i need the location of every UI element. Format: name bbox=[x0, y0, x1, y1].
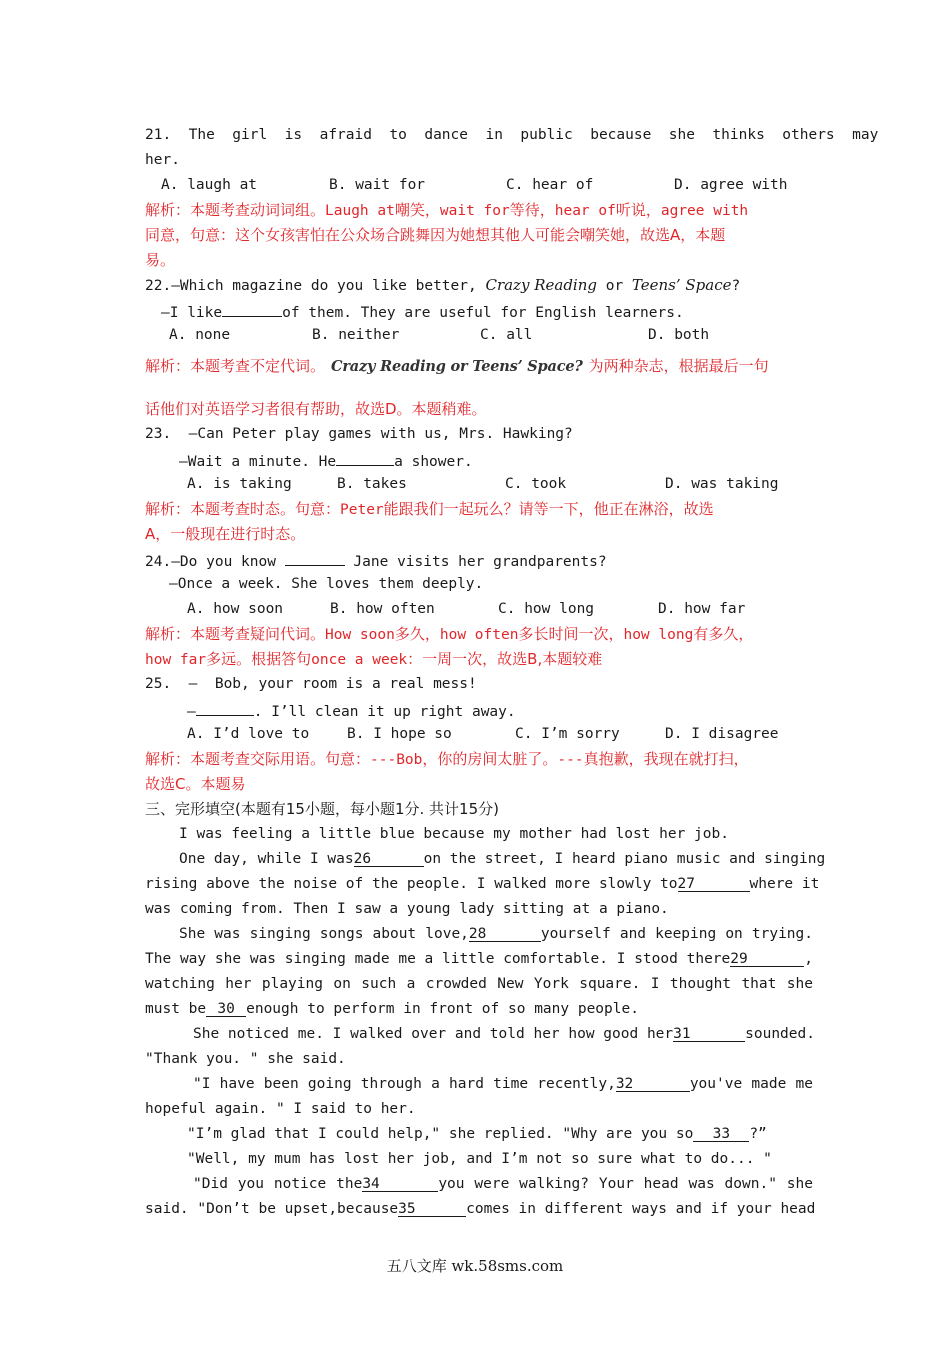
q22-stem: 22.—Which magazine do you like better, Crazy Reading or Teens’ Space? bbox=[145, 276, 741, 294]
q24-blank bbox=[285, 547, 345, 566]
q21-analysis-line2: 同意，句意：这个女孩害怕在公众场合跳舞因为她想其他人可能会嘲笑她，故选A，本题 bbox=[145, 226, 726, 244]
q22-answer: —I like of them. They are useful for English learners. bbox=[145, 298, 813, 323]
page-footer: 五八文库 wk.58sms.com bbox=[386, 1257, 564, 1275]
cloze-p2-line3: was coming from. Then I saw a young lady sitting at a piano. bbox=[145, 901, 669, 917]
cloze-p1: I was feeling a little blue because my mother had lost her job. bbox=[179, 826, 729, 842]
cloze-blank-35: 35 bbox=[398, 1198, 466, 1217]
magazine-titles-image: Crazy Reading or Teens’ Space? bbox=[331, 358, 583, 375]
q25-analysis-line1: 解析：本题考查交际用语。句意：---Bob，你的房间太脏了。---真抱歉，我现在就打扫， bbox=[145, 750, 749, 768]
cloze-blank-34: 34 bbox=[362, 1173, 438, 1192]
q21-option-c: C. hear of bbox=[506, 177, 594, 193]
q25-option-a: A. I’d love to bbox=[187, 726, 310, 742]
q23-option-c: C. took bbox=[505, 476, 567, 492]
cloze-p7: "Well, my mum has lost her job, and I’m not so sure what to do... " bbox=[187, 1151, 772, 1167]
document-page bbox=[145, 123, 879, 1222]
q22-option-b: B. neither bbox=[312, 327, 400, 343]
q21-stem: 21. The girl is afraid to dance in public because she thinks others may bbox=[145, 127, 879, 143]
cloze-p2-line2: rising above the noise of the people. I walked more slowly to27 where it bbox=[145, 872, 813, 897]
q24-stem: 24.—Do you know Jane visits her grandparents? bbox=[145, 547, 813, 572]
cloze-blank-29: 29 bbox=[730, 948, 804, 967]
q23-answer: —Wait a minute. He a shower. bbox=[145, 447, 813, 472]
cloze-blank-27: 27 bbox=[678, 873, 750, 892]
q22-analysis-line2: 话他们对英语学习者很有帮助，故选D。本题稍难。 bbox=[145, 400, 487, 418]
cloze-blank-33: 33 bbox=[693, 1123, 749, 1142]
q22-option-d: D. both bbox=[648, 327, 710, 343]
section-heading: 三、完形填空(本题有15小题，每小题1分. 共计15分) bbox=[145, 800, 499, 818]
q25-blank bbox=[196, 697, 254, 716]
cloze-blank-31: 31 bbox=[673, 1023, 745, 1042]
cloze-p3-line3: watching her playing on such a crowded New York square. I thought that she bbox=[145, 976, 813, 992]
q23-options bbox=[145, 472, 813, 497]
q23-option-a: A. is taking bbox=[187, 476, 292, 492]
cloze-p8-line2: said. "Don’t be upset,because35 comes in different ways and if your head bbox=[145, 1197, 813, 1222]
q22-option-a: A. none bbox=[169, 327, 231, 343]
cloze-p6: "I’m glad that I could help," she replied. "Why are you so 33 ?” bbox=[145, 1122, 813, 1147]
cloze-blank-28: 28 bbox=[469, 923, 541, 942]
q22-blank bbox=[222, 298, 282, 317]
q21-analysis-line3: 易。 bbox=[145, 251, 176, 269]
cloze-blank-30: 30 bbox=[206, 998, 246, 1017]
q21-options bbox=[145, 173, 813, 198]
q21-option-b: B. wait for bbox=[329, 177, 426, 193]
cloze-blank-26: 26 bbox=[354, 848, 424, 867]
q21-option-d: D. agree with bbox=[674, 177, 788, 193]
q21-option-a: A. laugh at bbox=[161, 177, 258, 193]
cloze-p4-line1: She noticed me. I walked over and told her how good her31 sounded. bbox=[145, 1022, 813, 1047]
q23-blank bbox=[336, 447, 394, 466]
q24-option-b: B. how often bbox=[330, 601, 435, 617]
cloze-p5-line1: "I have been going through a hard time recently,32 you've made me bbox=[145, 1072, 813, 1097]
cloze-p2-line1: One day, while I was26 on the street, I heard piano music and singing bbox=[145, 847, 813, 872]
cloze-p3-line4: must be 30 enough to perform in front of so many people. bbox=[145, 997, 813, 1022]
q25-answer: — . I’ll clean it up right away. bbox=[145, 697, 813, 722]
q23-analysis-line2: A，一般现在进行时态。 bbox=[145, 525, 306, 543]
q25-option-b: B. I hope so bbox=[347, 726, 452, 742]
q25-analysis-line2: 故选C。本题易 bbox=[145, 775, 246, 793]
q24-answer: —Once a week. She loves them deeply. bbox=[169, 576, 484, 592]
q25-options bbox=[145, 722, 813, 747]
q23-analysis-line1: 解析：本题考查时态。句意：Peter能跟我们一起玩么？请等一下，他正在淋浴，故选 bbox=[145, 500, 714, 518]
q23-stem: 23. —Can Peter play games with us, Mrs. Hawking? bbox=[145, 426, 573, 442]
q22-option-c: C. all bbox=[480, 327, 533, 343]
q21-analysis-line1: 解析：本题考查动词词组。Laugh at嘲笑，wait for等待，hear of听说，agree with bbox=[145, 201, 749, 219]
q22-analysis-line1: 解析：本题考查不定代词。 Crazy Reading or Teens’ Space? 为两种杂志，根据最后一句 bbox=[145, 357, 769, 375]
q24-option-d: D. how far bbox=[658, 601, 746, 617]
q25-option-d: D. I disagree bbox=[665, 726, 779, 742]
q24-analysis-line1: 解析：本题考查疑问代词。How soon多久，how often多长时间一次，how long有多久， bbox=[145, 625, 754, 643]
q25-stem: 25. — Bob, your room is a real mess! bbox=[145, 676, 477, 692]
q25-option-c: C. I’m sorry bbox=[515, 726, 620, 742]
q24-options bbox=[145, 597, 813, 622]
q21-stem-cont: her. bbox=[145, 152, 180, 168]
q22-options bbox=[145, 323, 813, 348]
q23-option-b: B. takes bbox=[337, 476, 407, 492]
cloze-p3-line1: She was singing songs about love,28 yourself and keeping on trying. bbox=[145, 922, 813, 947]
cloze-blank-32: 32 bbox=[616, 1073, 690, 1092]
q24-option-c: C. how long bbox=[498, 601, 595, 617]
cloze-p8-line1: "Did you notice the34 you were walking? Your head was down." she bbox=[145, 1172, 813, 1197]
cloze-p3-line2: The way she was singing made me a little comfortable. I stood there29 , bbox=[145, 947, 813, 972]
q24-option-a: A. how soon bbox=[187, 601, 284, 617]
q23-option-d: D. was taking bbox=[665, 476, 779, 492]
cloze-p4-line2: "Thank you. " she said. bbox=[145, 1051, 346, 1067]
q24-analysis-line2: how far多远。根据答句once a week：一周一次，故选B,本题较难 bbox=[145, 650, 603, 668]
cloze-p5-line2: hopeful again. " I said to her. bbox=[145, 1101, 416, 1117]
